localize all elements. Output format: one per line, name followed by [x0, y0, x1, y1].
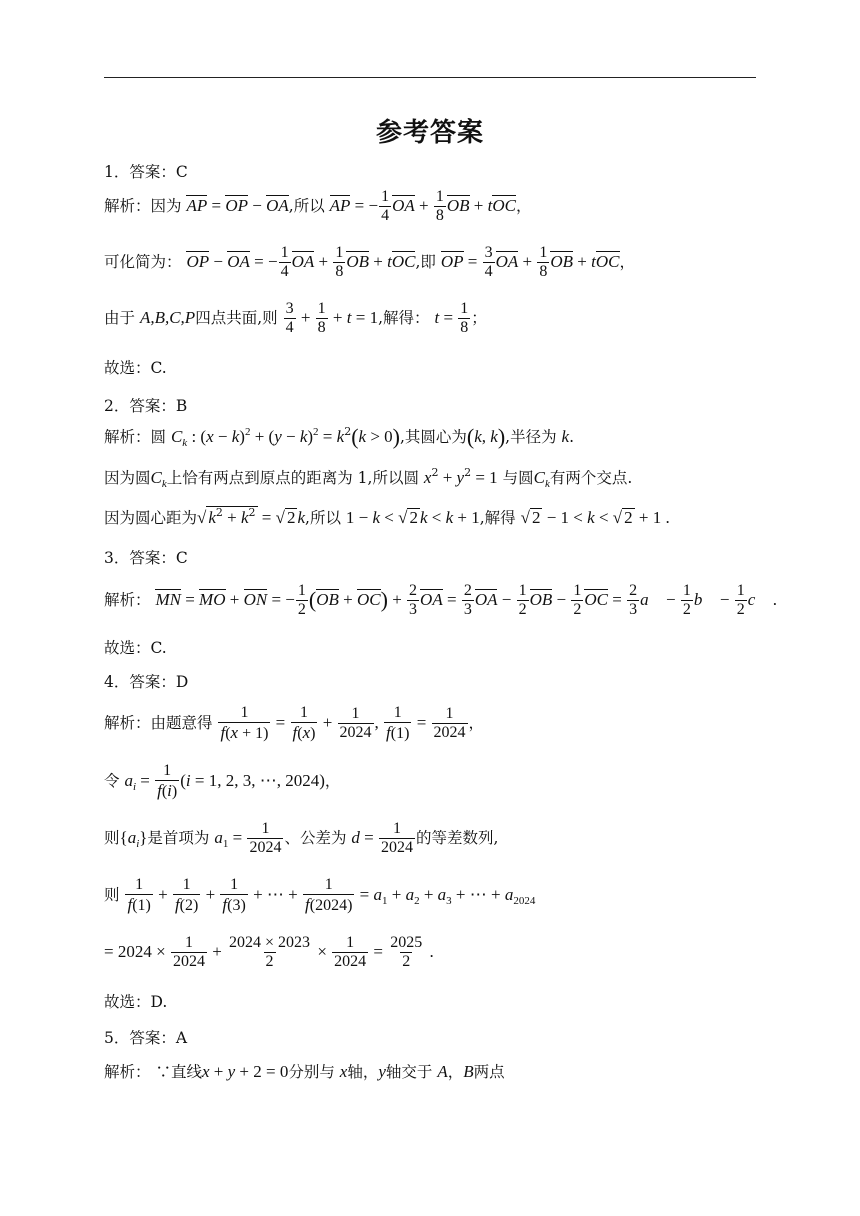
q1-line3: 由于 A,B,C,P四点共面,则 $\frac{3}{4}$ + $\frac{1}{8}$ + t = 1,解得： t = $\frac{1}{8}$ ； — [104, 300, 487, 337]
page-title: 参考答案 — [375, 118, 484, 148]
q5-answer: 5．答案：A — [104, 1029, 188, 1047]
q3-line1: 解析： MN = MO + ON = − $\frac{1}{2}$ (OB + OC) + $\frac{2}{3}$ OA = $\frac{2}{3}$ OA − $\frac{1}{2}$ OB − $\frac{1}{2}$ OC = $\frac{2}{3}$ a⃗ − $\frac{1}{2}$ b⃗ − $\frac{1}{2}$ c⃗ . — [104, 582, 777, 619]
q4-line2: 令 $a_i$ = $\frac{1}{f(i)}$ (i = 1, 2, 3, ⋯, 2024)， — [104, 762, 341, 801]
q3-answer: 3．答案：C — [104, 549, 188, 567]
q2-answer: 2．答案：B — [104, 397, 188, 415]
q4-line5: = 2024 × $\frac{1}{2024}$ + $\frac{2024 \times 2023}{2}$ × $\frac{1}{2024}$ = $\frac{2025}{2}$ . — [104, 934, 434, 971]
q2-line3: 因为圆心距为√ $k^2 + k^2$ = √ 2 k,所以 1 − k < √ 2 k < k + 1,解得 √ 2 − 1 < k < √ 2 + 1 . — [104, 506, 670, 527]
q2-line1: 解析：圆 $C_k$ : $(x - k)^2 + (y - k)^2 = k^2(k > 0)$,其圆心为(k, k),半径为 k. — [104, 424, 575, 449]
header-rule — [104, 77, 756, 78]
q4-line3: 则$\{a_i\}$是首项为 $a_1$ = $\frac{1}{2024}$ 、公差为 d = $\frac{1}{2024}$ 的等差数列, — [104, 820, 499, 857]
q1-line2: 可化简为： OP − OA = − $\frac{1}{4}$ OA + $\frac{1}{8}$ OB + tOC,即 OP = $\frac{3}{4}$ OA + $\frac{1}{8}$ OB + tOC， — [104, 244, 636, 281]
q4-choice: 故选：D. — [104, 993, 168, 1011]
q1-choice: 故选：C. — [104, 359, 167, 377]
q5-line1: 解析： ∵直线x + y + 2 = 0分别与 x轴，y轴交于 A，B两点 — [104, 1062, 505, 1081]
q1-answer: 1．答案：C — [104, 163, 188, 181]
q1-line1: 解析：因为 AP = OP − OA,所以 AP = − $\frac{1}{4}$ OA + $\frac{1}{8}$ OB + tOC， — [104, 188, 532, 225]
q4-answer: 4．答案：D — [104, 673, 189, 691]
q2-line2: 因为圆$C_k$上恰有两点到原点的距离为 1,所以圆 $x^2 + y^2 = 1$ 与圆$C_k$有两个交点. — [104, 466, 633, 490]
q4-line1: 解析：由题意得 $\frac{1}{f(x + 1)}$ = $\frac{1}{f(x)}$ + $\frac{1}{2024}$ , $\frac{1}{f(1)}$ = $\frac{1}{2024}$ ， — [104, 704, 485, 743]
q3-choice: 故选：C. — [104, 639, 167, 657]
q4-line4: 则 $\frac{1}{f(1)}$ + $\frac{1}{f(2)}$ + $\frac{1}{f(3)}$ + ⋯ + $\frac{1}{f(2024)}$ = $a_1 + a_2 + a_3$ + ⋯ + $a_{2024}$ — [104, 876, 536, 915]
